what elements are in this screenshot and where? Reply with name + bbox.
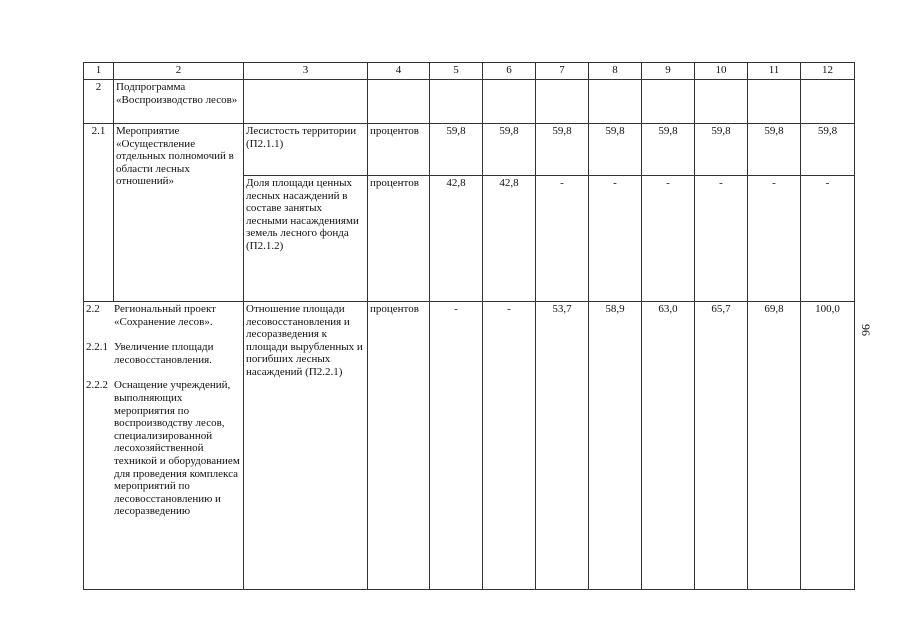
header-cell: 3 xyxy=(244,63,368,80)
table-row-2 xyxy=(84,80,855,124)
value-cell: 42,8 xyxy=(483,176,536,302)
table-row-2-2 xyxy=(84,302,855,590)
sub-measure-line xyxy=(86,379,241,518)
header-cell: 1 xyxy=(84,63,114,80)
value-cell: - xyxy=(695,176,748,302)
value-cell: 59,8 xyxy=(642,124,695,176)
sub-measure-name: Увеличение площади лесовосстановления. xyxy=(114,341,214,366)
sub-measure-name: Оснащение учреждений, выполняющих мероприятия по воспроизводству лесов, специализированной лесохозяйственной техникой и оборудованием для проведения комплекса мероприятий по лесовосстановлению и лесоразведению xyxy=(114,379,240,518)
value-cell: 53,7 xyxy=(536,302,589,590)
row-code: 2.2.2 xyxy=(86,379,108,392)
value-cell: 59,8 xyxy=(483,124,536,176)
indicator-name: Доля площади ценных лесных насаждений в составе занятых лесными насаждениями земель лесного фонда (П2.1.2) xyxy=(244,176,368,302)
value-cell: 59,8 xyxy=(801,124,855,176)
header-row xyxy=(84,63,855,80)
value-cell: - xyxy=(748,176,801,302)
row-code: 2.2 xyxy=(86,303,100,315)
value-cell: 59,8 xyxy=(536,124,589,176)
row-code: 2 xyxy=(84,80,114,124)
value-cell: 59,8 xyxy=(589,124,642,176)
value-cell: 42,8 xyxy=(430,176,483,302)
row-code: 2.1 xyxy=(84,124,114,302)
header-cell: 10 xyxy=(695,63,748,80)
sub-measure-line xyxy=(86,341,241,366)
indicator-unit: процентов xyxy=(368,302,430,590)
project-name: Региональный проект «Сохранение лесов». xyxy=(114,303,216,328)
indicator-unit: процентов xyxy=(368,176,430,302)
indicators-table xyxy=(83,62,855,590)
value-cell: - xyxy=(642,176,695,302)
indicator-name: Лесистость территории (П2.1.1) xyxy=(244,124,368,176)
value-cell: - xyxy=(536,176,589,302)
value-cell: 69,8 xyxy=(748,302,801,590)
value-cell: 63,0 xyxy=(642,302,695,590)
project-cell xyxy=(84,302,244,590)
table-row-2-1-a xyxy=(84,124,855,176)
value-cell: 100,0 xyxy=(801,302,855,590)
value-cell: 59,8 xyxy=(430,124,483,176)
value-cell: 65,7 xyxy=(695,302,748,590)
value-cell: - xyxy=(430,302,483,590)
value-cell: - xyxy=(589,176,642,302)
header-cell: 8 xyxy=(589,63,642,80)
value-cell: 59,8 xyxy=(695,124,748,176)
value-cell: - xyxy=(483,302,536,590)
header-cell: 6 xyxy=(483,63,536,80)
header-cell: 9 xyxy=(642,63,695,80)
row-code: 2.2.1 xyxy=(86,341,108,354)
value-cell: 59,8 xyxy=(748,124,801,176)
measure-name: Мероприятие «Осуществление отдельных полномочий в области лесных отношений» xyxy=(114,124,244,302)
header-cell: 2 xyxy=(114,63,244,80)
header-cell: 11 xyxy=(748,63,801,80)
header-cell: 12 xyxy=(801,63,855,80)
indicator-name: Отношение площади лесовосстановления и лесоразведения к площади вырубленных и погибших лесных насаждений (П2.2.1) xyxy=(244,302,368,590)
page-number: 96 xyxy=(859,324,873,336)
header-cell: 4 xyxy=(368,63,430,80)
value-cell: - xyxy=(801,176,855,302)
project-line xyxy=(86,303,241,328)
value-cell: 58,9 xyxy=(589,302,642,590)
indicator-unit: процентов xyxy=(368,124,430,176)
header-cell: 5 xyxy=(430,63,483,80)
header-cell: 7 xyxy=(536,63,589,80)
subprogram-name: Подпрограмма «Воспроизводство лесов» xyxy=(114,80,244,124)
